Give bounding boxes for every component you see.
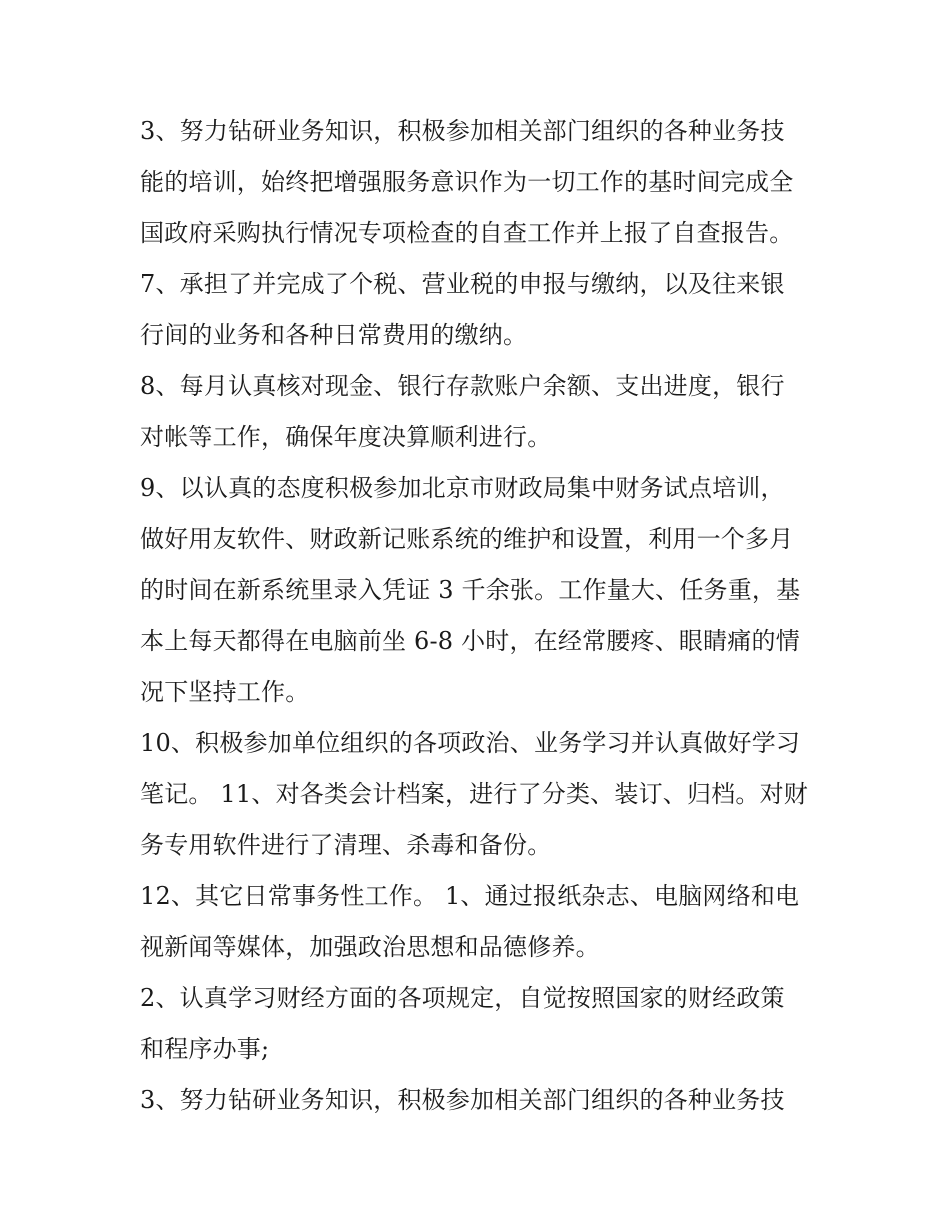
text-line: 务专用软件进行了清理、杀毒和备份。 [140, 831, 552, 859]
text-line: 12、其它日常事务性工作。 1、通过报纸杂志、电脑网络和电 [140, 882, 800, 910]
text-line: 笔记。 11、对各类会计档案，进行了分类、装订、归档。对财 [140, 780, 808, 808]
text-line: 7、承担了并完成了个税、营业税的申报与缴纳，以及往来银 [140, 270, 785, 298]
text-line: 3、努力钻研业务知识，积极参加相关部门组织的各种业务技 [140, 117, 785, 145]
text-line: 2、认真学习财经方面的各项规定，自觉按照国家的财经政策 [140, 984, 785, 1012]
text-line: 的时间在新系统里录入凭证 3 千余张。工作量大、任务重，基 [140, 576, 801, 604]
text-line: 3、努力钻研业务知识，积极参加相关部门组织的各种业务技 [140, 1086, 785, 1114]
text-line: 行间的业务和各种日常费用的缴纳。 [140, 321, 528, 349]
text-line: 9、以认真的态度积极参加北京市财政局集中财务试点培训， [140, 474, 785, 502]
text-line: 10、积极参加单位组织的各项政治、业务学习并认真做好学习 [140, 729, 801, 757]
text-line: 8、每月认真核对现金、银行存款账户余额、支出进度，银行 [140, 372, 785, 400]
text-line: 况下坚持工作。 [140, 678, 310, 706]
text-line: 和程序办事; [140, 1035, 270, 1063]
text-line: 能的培训，始终把增强服务意识作为一切工作的基时间完成全 [140, 168, 794, 196]
text-line: 本上每天都得在电脑前坐 6-8 小时，在经常腰疼、眼睛痛的情 [140, 627, 800, 655]
text-line: 国政府采购执行情况专项检查的自查工作并上报了自查报告。 [140, 219, 794, 247]
document-page [140, 106, 812, 1126]
text-line: 做好用友软件、财政新记账系统的维护和设置，利用一个多月 [140, 525, 794, 553]
text-line: 对帐等工作，确保年度决算顺利进行。 [140, 423, 552, 451]
text-line: 视新闻等媒体，加强政治思想和品德修养。 [140, 933, 600, 961]
